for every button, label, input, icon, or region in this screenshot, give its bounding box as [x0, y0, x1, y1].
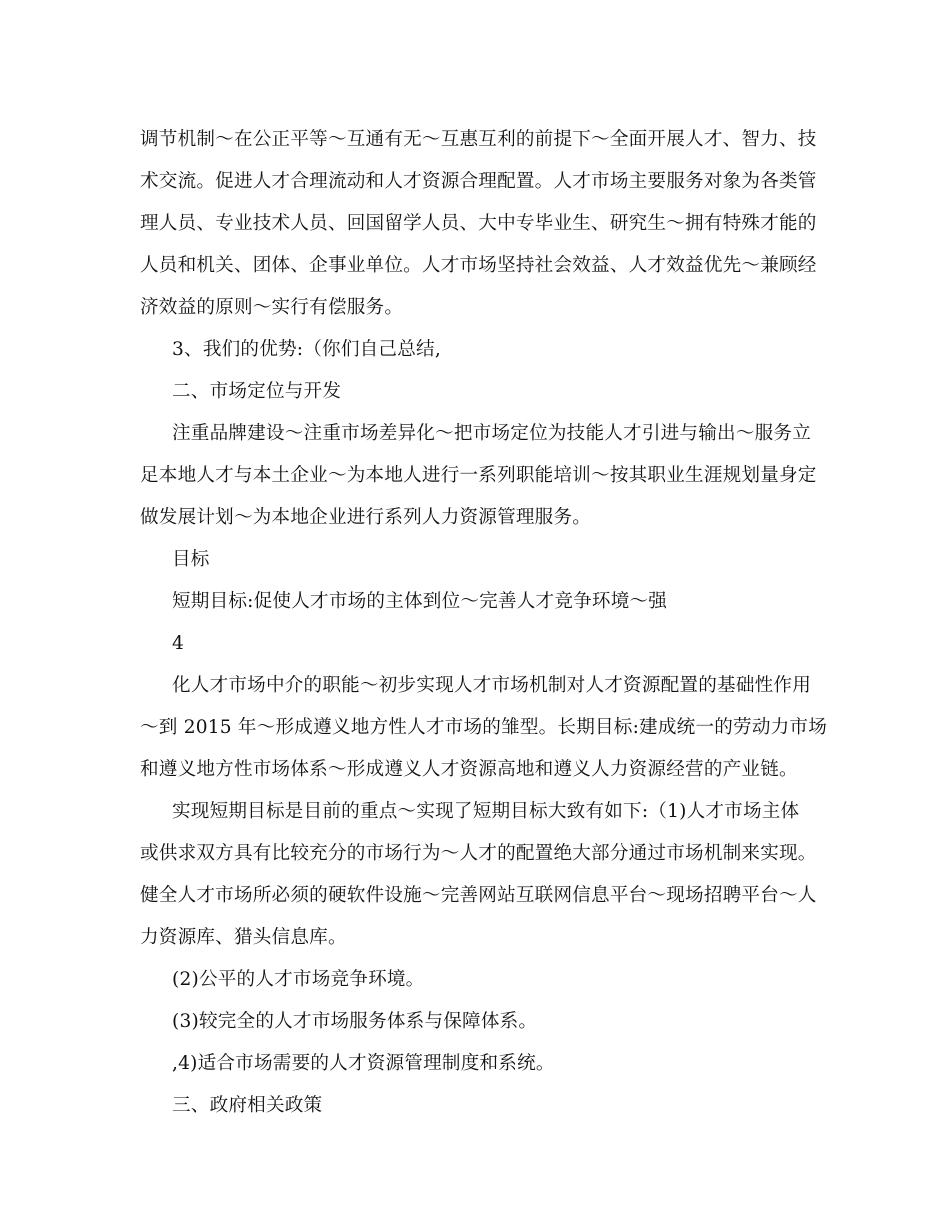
text-line: 力资源库、猎头信息库。 — [140, 927, 347, 948]
list-item: (2)公平的人才市场竞争环境。 — [172, 969, 425, 990]
page-number: 4 — [172, 633, 185, 654]
section-heading: 三、政府相关政策 — [172, 1095, 323, 1116]
text-line: 注重品牌建设～注重市场差异化～把市场定位为技能人才引进与输出～服务立 — [172, 423, 811, 444]
text-line: 理人员、专业技术人员、回国留学人员、大中专毕业生、研究生～拥有特殊才能的 — [140, 213, 817, 234]
text-line: 实现短期目标是目前的重点～实现了短期目标大致有如下:（1)人才市场主体 — [172, 801, 800, 822]
text-line: 调节机制～在公正平等～互通有无～互惠互利的前提下～全面开展人才、智力、技 — [140, 129, 817, 150]
text-line: 3、我们的优势:（你们自己总结, — [172, 339, 441, 360]
subheading: 目标 — [172, 549, 210, 570]
section-heading: 二、市场定位与开发 — [172, 381, 342, 402]
text-line: 济效益的原则～实行有偿服务。 — [140, 297, 404, 318]
list-item: (3)较完全的人才市场服务体系与保障体系。 — [172, 1011, 538, 1032]
text-line: 足本地人才与本土企业～为本地人进行一系列职能培训～按其职业生涯规划量身定 — [140, 465, 817, 486]
text-line: 或供求双方具有比较充分的市场行为～人才的配置绝大部分通过市场机制来实现。 — [140, 843, 817, 864]
text-line: 短期目标:促使人才市场的主体到位～完善人才竞争环境～强 — [172, 591, 668, 612]
text-line: 化人才市场中介的职能～初步实现人才市场机制对人才资源配置的基础性作用 — [172, 675, 811, 696]
text-line: ～到 2015 年～形成遵义地方性人才市场的雏型。长期目标:建成统一的劳动力市场 — [140, 717, 828, 738]
text-line: 健全人才市场所必须的硬软件设施～完善网站互联网信息平台～现场招聘平台～人 — [140, 885, 817, 906]
text-line: 和遵义地方性市场体系～形成遵义人才资源高地和遵义人力资源经营的产业链。 — [140, 759, 798, 780]
text-line: 术交流。促进人才合理流动和人才资源合理配置。人才市场主要服务对象为各类管 — [140, 171, 817, 192]
list-item: ,4)适合市场需要的人才资源管理制度和系统。 — [172, 1053, 555, 1074]
text-line: 人员和机关、团体、企事业单位。人才市场坚持社会效益、人才效益优先～兼顾经 — [140, 255, 817, 276]
text-line: 做发展计划～为本地企业进行系列人力资源管理服务。 — [140, 507, 592, 528]
